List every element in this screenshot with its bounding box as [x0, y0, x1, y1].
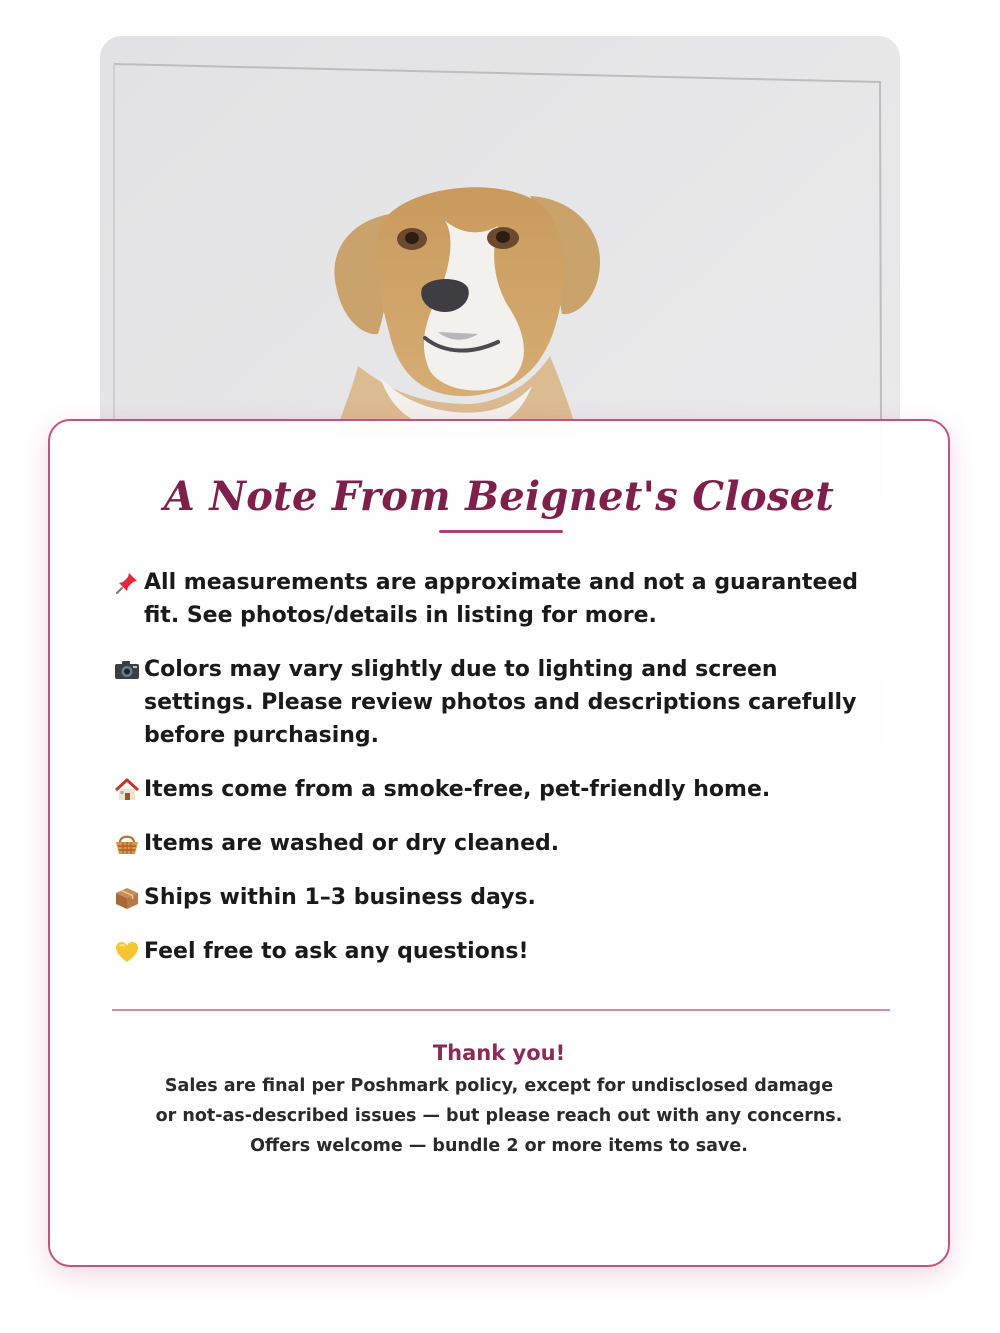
- package-icon: [114, 885, 140, 911]
- basket-icon: [114, 831, 140, 857]
- list-item: [114, 653, 874, 752]
- house-icon: [114, 777, 140, 803]
- note-card: [48, 419, 950, 1267]
- camera-icon: [114, 657, 140, 683]
- note-text: Colors may vary slightly due to lighting and screen settings. Please review photos and descriptions carefully before purchasing.: [144, 657, 857, 748]
- section-divider: [112, 1009, 890, 1011]
- list-item: [114, 881, 874, 914]
- thank-you-heading: Thank you!: [432, 1041, 566, 1065]
- list-item: [114, 827, 874, 860]
- policy-line: Offers welcome — bundle 2 or more items to save.: [250, 1136, 748, 1156]
- note-text: Items come from a smoke-free, pet-friendly home.: [144, 777, 771, 802]
- list-item: [114, 566, 874, 632]
- title-underline: [439, 530, 563, 533]
- list-item: [114, 935, 874, 968]
- card-title: A Note From Beignet's Closet: [163, 473, 835, 520]
- policy-text: [90, 1071, 908, 1161]
- policy-line: Sales are final per Poshmark policy, except for undisclosed damage: [164, 1076, 834, 1096]
- note-text: Items are washed or dry cleaned.: [144, 831, 560, 856]
- policy-line: or not-as-described issues — but please reach out with any concerns.: [155, 1106, 843, 1126]
- pushpin-icon: [114, 570, 140, 596]
- note-text: All measurements are approximate and not a guaranteed fit. See photos/details in listing for more.: [144, 570, 859, 628]
- list-item: [114, 773, 874, 806]
- note-text: Ships within 1–3 business days.: [144, 885, 536, 910]
- notes-list: [114, 566, 874, 989]
- yellow-heart-icon: [114, 939, 140, 965]
- note-text: Feel free to ask any questions!: [144, 939, 529, 964]
